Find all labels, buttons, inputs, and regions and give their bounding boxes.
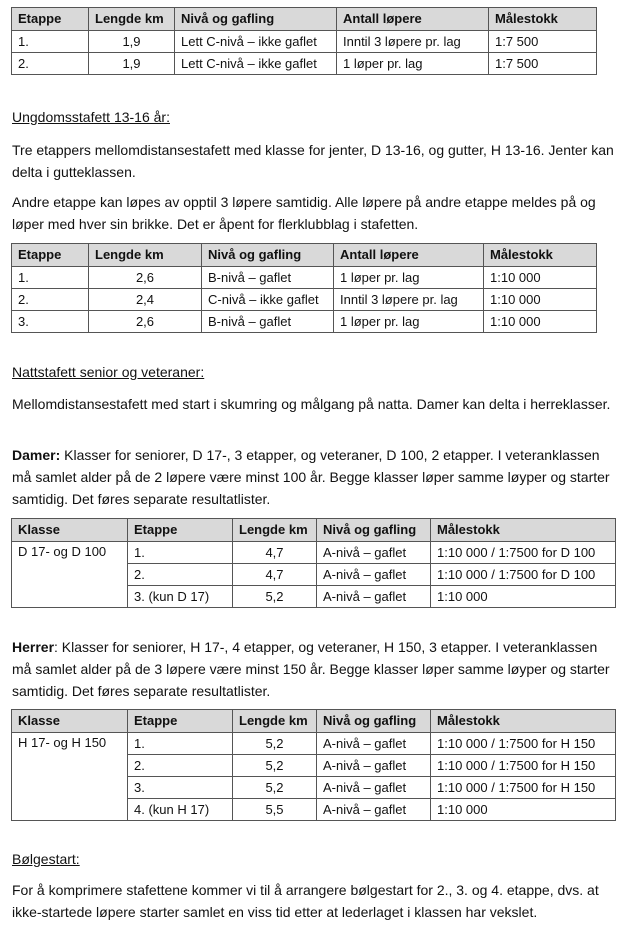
cell: 2. [12, 53, 89, 75]
herrer-paragraph [12, 636, 618, 702]
cell: 2. [128, 564, 233, 586]
wave-heading: Bølgestart: [12, 851, 80, 867]
cell: Lett C-nivå – ikke gaflet [175, 53, 337, 75]
table-row [12, 267, 597, 289]
cell: 2. [128, 755, 233, 777]
table-row [12, 289, 597, 311]
youth-paragraph-1: Tre etappers mellomdistansestafett med klasse for jenter, D 13-16, og gutter, H 13-16. Jenter kan delta i gutteklassen. [12, 142, 614, 180]
col-header: Antall løpere [334, 244, 484, 267]
cell: B-nivå – gaflet [202, 267, 334, 289]
damer-paragraph [12, 444, 618, 510]
col-header: Lengde km [89, 8, 175, 31]
cell: Lett C-nivå – ikke gaflet [175, 31, 337, 53]
damer-text: Klasser for seniorer, D 17-, 3 etapper, og veteraner, D 100, 2 etapper. I veteranklassen må samlet alder på de 2 løpere være minst 100 år. Begge klasser løper samme løyper og starter samtidig. Det føres separate resultatlister. [12, 447, 610, 507]
col-header: Antall løpere [337, 8, 489, 31]
cell: 3. [128, 777, 233, 799]
col-header: Lengde km [233, 519, 317, 542]
cell: 2,4 [89, 289, 202, 311]
cell: A-nivå – gaflet [317, 586, 431, 608]
cell: 2,6 [89, 311, 202, 333]
table-row [12, 542, 616, 564]
col-header: Etappe [128, 710, 233, 733]
table-header-row [12, 710, 616, 733]
cell: 5,2 [233, 733, 317, 755]
cell: 1:10 000 [484, 289, 597, 311]
class-cell: H 17- og H 150 [12, 733, 128, 821]
cell: 1:10 000 / 1:7500 for H 150 [431, 755, 616, 777]
cell: 1:10 000 [431, 799, 616, 821]
class-cell: D 17- og D 100 [12, 542, 128, 608]
relay-table-2 [11, 243, 597, 333]
cell: 4,7 [233, 564, 317, 586]
cell: 4. (kun H 17) [128, 799, 233, 821]
cell: 3. [12, 311, 89, 333]
col-header: Etappe [128, 519, 233, 542]
col-header: Nivå og gafling [202, 244, 334, 267]
cell: 1. [128, 733, 233, 755]
col-header: Lengde km [233, 710, 317, 733]
cell: 5,5 [233, 799, 317, 821]
table-row [12, 311, 597, 333]
col-header: Målestokk [484, 244, 597, 267]
cell: 1:10 000 / 1:7500 for D 100 [431, 542, 616, 564]
cell: 1,9 [89, 53, 175, 75]
cell: 1 løper pr. lag [334, 311, 484, 333]
youth-paragraph-2: Andre etappe kan løpes av opptil 3 løpere samtidig. Alle løpere på andre etappe meldes på og løper med hver sin brikke. Det er åpent for flerklubblag i stafetten. [12, 194, 596, 232]
col-header: Målestokk [489, 8, 597, 31]
relay-table-1 [11, 7, 597, 75]
cell: 1:10 000 [431, 586, 616, 608]
cell: B-nivå – gaflet [202, 311, 334, 333]
col-header: Lengde km [89, 244, 202, 267]
col-header: Nivå og gafling [317, 710, 431, 733]
cell: C-nivå – ikke gaflet [202, 289, 334, 311]
col-header: Nivå og gafling [175, 8, 337, 31]
cell: A-nivå – gaflet [317, 542, 431, 564]
cell: 5,2 [233, 755, 317, 777]
cell: 4,7 [233, 542, 317, 564]
wave-paragraph: For å komprimere stafettene kommer vi til å arrangere bølgestart for 2., 3. og 4. etappe, dvs. at ikke-startede løpere starter samlet en viss tid etter at lederlaget i klassen har vekslet. [12, 882, 599, 920]
cell: 1,9 [89, 31, 175, 53]
cell: A-nivå – gaflet [317, 733, 431, 755]
table-header-row [12, 519, 616, 542]
cell: A-nivå – gaflet [317, 799, 431, 821]
cell: A-nivå – gaflet [317, 755, 431, 777]
cell: 1:10 000 [484, 267, 597, 289]
cell: 2,6 [89, 267, 202, 289]
cell: 5,2 [233, 777, 317, 799]
cell: 1:7 500 [489, 31, 597, 53]
col-header: Etappe [12, 244, 89, 267]
table-row [12, 53, 597, 75]
cell: 1. [128, 542, 233, 564]
herrer-text: : Klasser for seniorer, H 17-, 4 etapper, og veteraner, H 150, 3 etapper. I veteranklassen må samlet alder på de 3 løpere være minst 150 år. Begge klasser løper samme løyper og starter samtidig. Det føres separate resultatlister. [12, 639, 610, 699]
col-header: Klasse [12, 710, 128, 733]
table-header-row [12, 8, 597, 31]
cell: 1 løper pr. lag [334, 267, 484, 289]
cell: 2. [12, 289, 89, 311]
youth-heading: Ungdomsstafett 13-16 år: [12, 109, 170, 125]
cell: A-nivå – gaflet [317, 777, 431, 799]
herrer-label: Herrer [12, 639, 55, 655]
col-header: Målestokk [431, 710, 616, 733]
table-header-row [12, 244, 597, 267]
cell: Inntil 3 løpere pr. lag [334, 289, 484, 311]
col-header: Nivå og gafling [317, 519, 431, 542]
table-row [12, 31, 597, 53]
night-paragraph-1: Mellomdistansestafett med start i skumring og målgang på natta. Damer kan delta i herreklasser. [12, 396, 611, 412]
cell: A-nivå – gaflet [317, 564, 431, 586]
cell: 1:7 500 [489, 53, 597, 75]
cell: Inntil 3 løpere pr. lag [337, 31, 489, 53]
cell: 1:10 000 [484, 311, 597, 333]
relay-table-4 [11, 709, 616, 821]
col-header: Klasse [12, 519, 128, 542]
table-row [12, 733, 616, 755]
cell: 5,2 [233, 586, 317, 608]
cell: 1:10 000 / 1:7500 for H 150 [431, 777, 616, 799]
col-header: Etappe [12, 8, 89, 31]
cell: 1. [12, 31, 89, 53]
damer-label: Damer: [12, 447, 61, 463]
cell: 1 løper pr. lag [337, 53, 489, 75]
cell: 1. [12, 267, 89, 289]
cell: 1:10 000 / 1:7500 for H 150 [431, 733, 616, 755]
cell: 3. (kun D 17) [128, 586, 233, 608]
relay-table-3 [11, 518, 616, 608]
cell: 1:10 000 / 1:7500 for D 100 [431, 564, 616, 586]
night-heading: Nattstafett senior og veteraner: [12, 364, 205, 380]
col-header: Målestokk [431, 519, 616, 542]
